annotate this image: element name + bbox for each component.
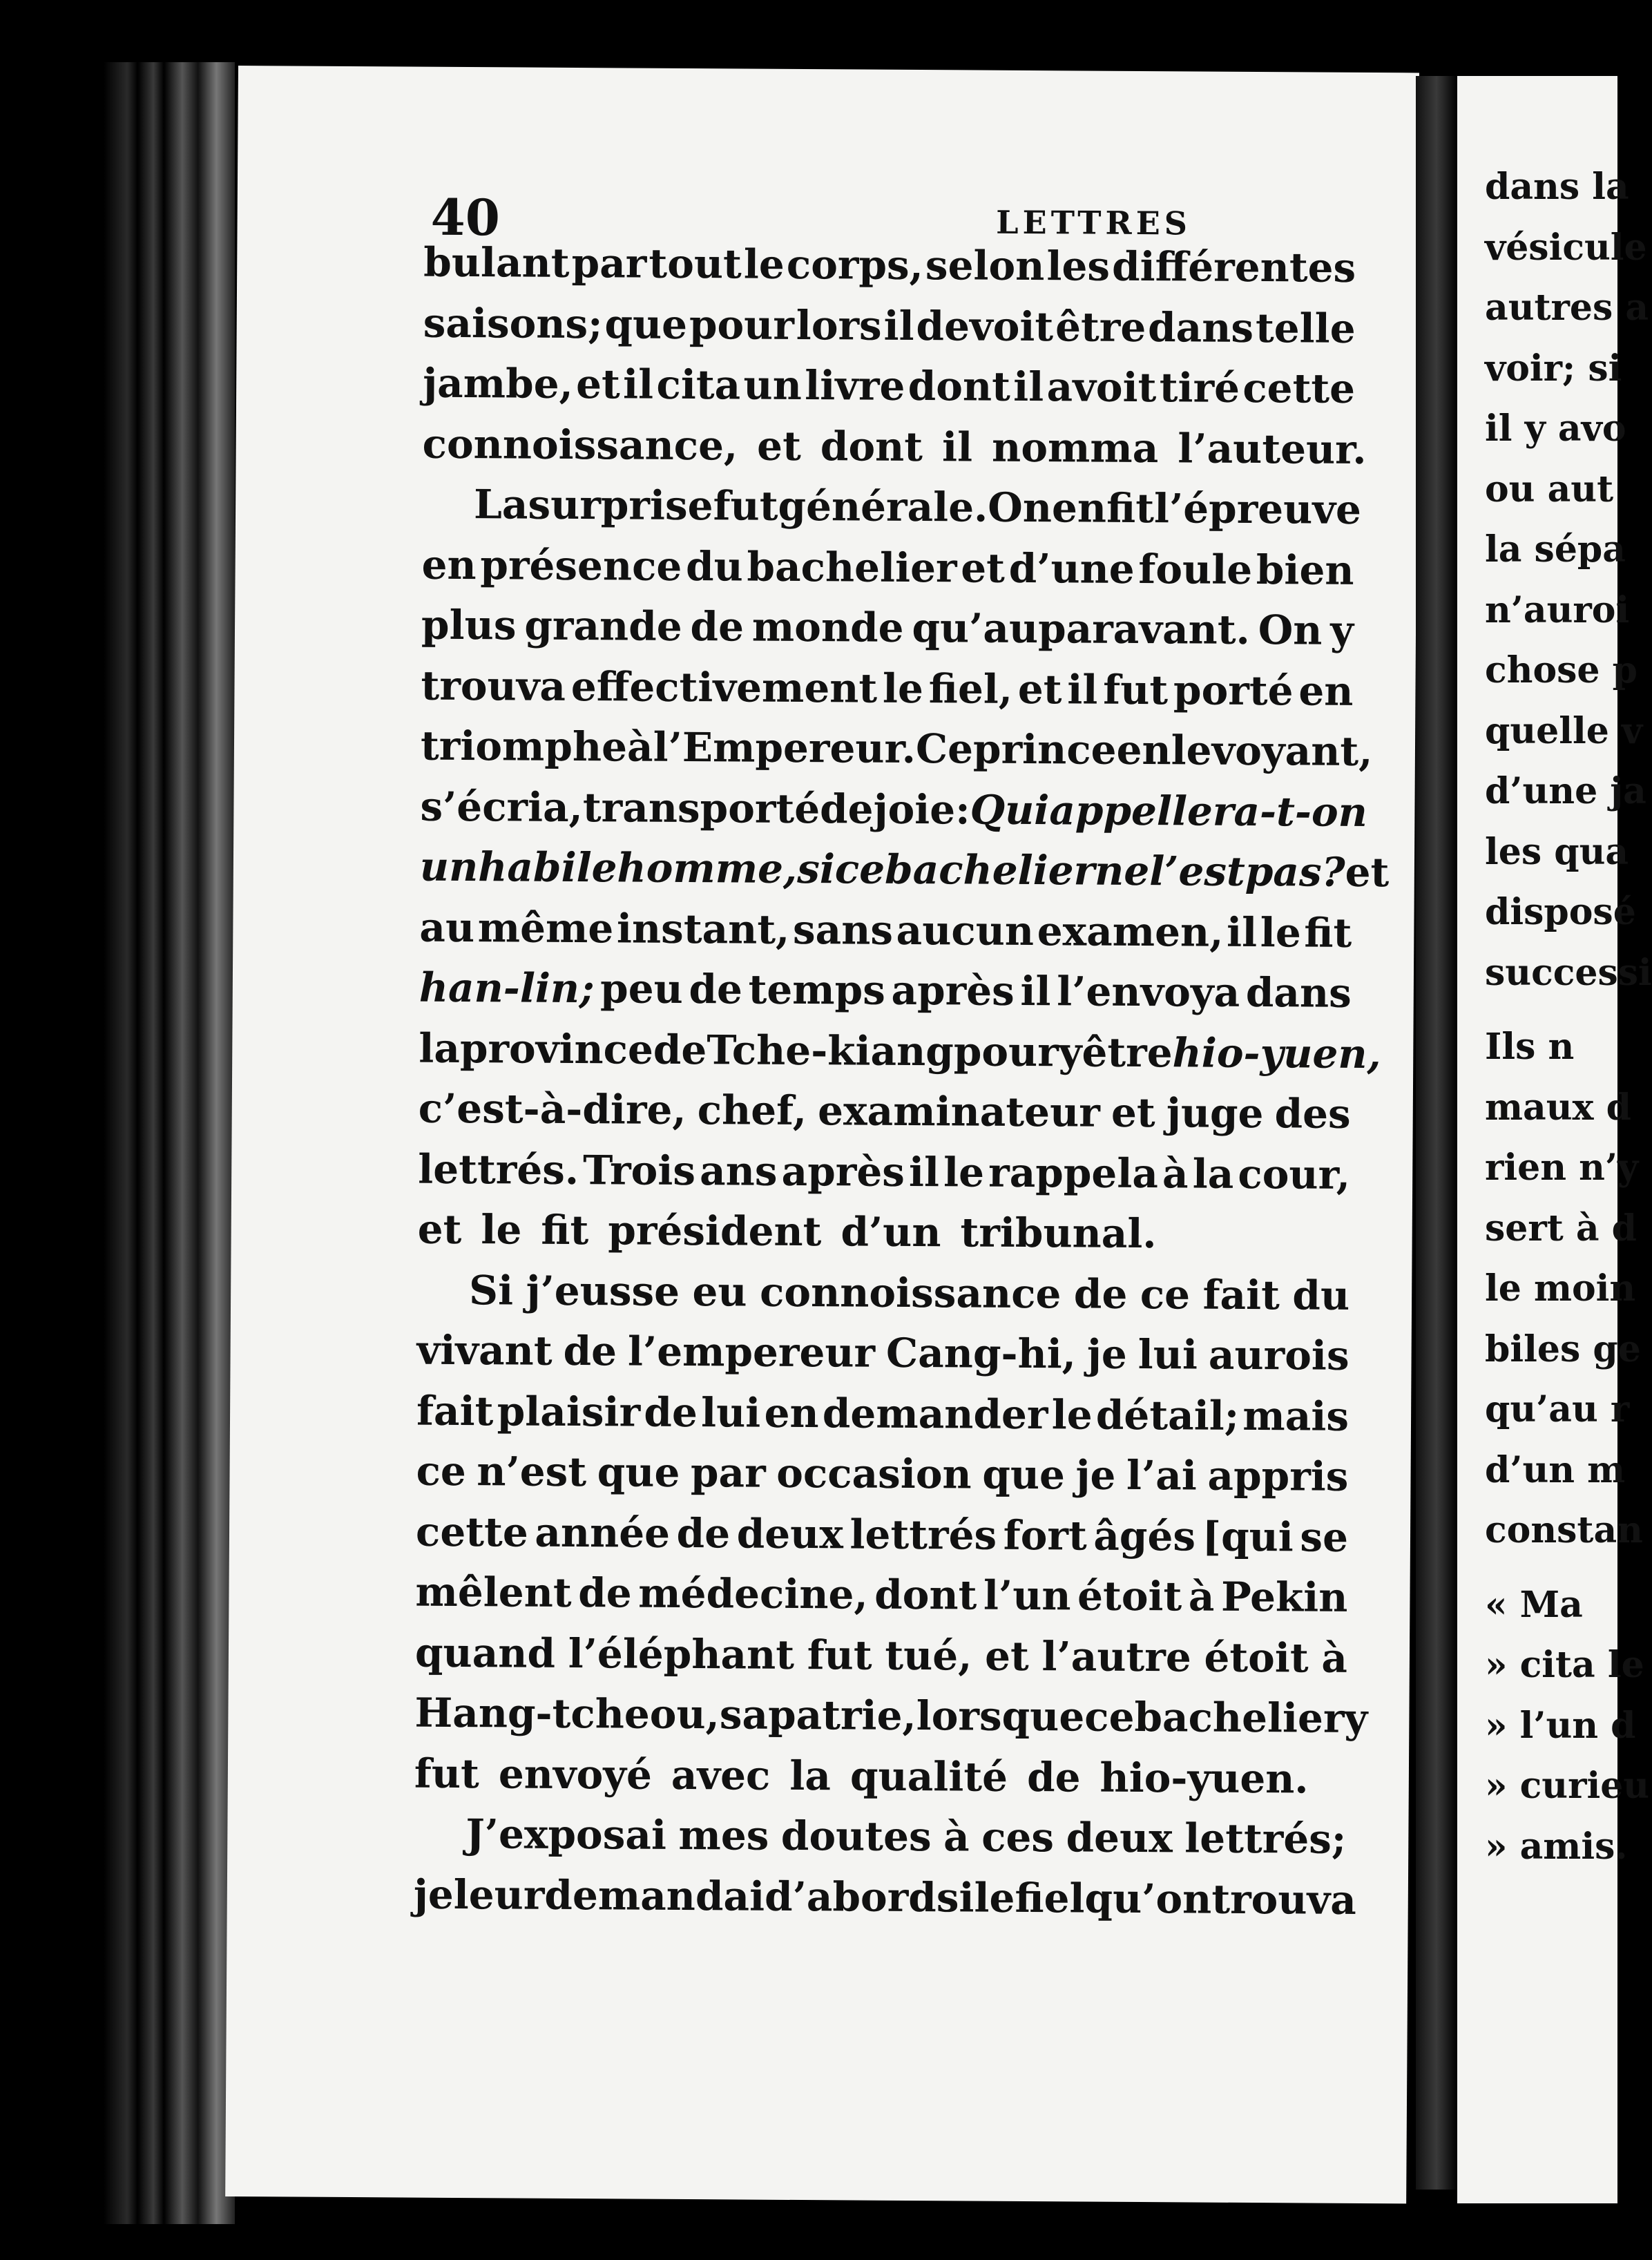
text-line: [423, 354, 1356, 420]
word: étoit: [1077, 1572, 1182, 1620]
facing-line: d’une ja: [1485, 770, 1646, 812]
word: et: [1345, 848, 1390, 897]
word: deux: [736, 1509, 844, 1558]
word: instant,: [616, 904, 790, 953]
word: médecine,: [638, 1569, 868, 1618]
word: y: [1058, 1028, 1082, 1075]
word: à: [1321, 1634, 1348, 1682]
facing-line: chose p: [1485, 649, 1637, 691]
word: après: [781, 1147, 905, 1196]
word: de: [1026, 1753, 1081, 1801]
word: et: [961, 544, 1006, 592]
word: le: [1051, 1390, 1093, 1439]
word: mais: [1242, 1392, 1350, 1440]
word: hio-yuen,: [1172, 1028, 1381, 1078]
facing-line: successi: [1485, 951, 1652, 994]
facing-line: le moin: [1485, 1267, 1636, 1310]
word: bachelier: [747, 543, 957, 591]
word: ce: [834, 845, 885, 893]
word: qu’on: [1084, 1875, 1212, 1923]
facing-line: vésicule: [1485, 226, 1647, 269]
word: Qui: [970, 785, 1050, 834]
word: après: [891, 966, 1015, 1015]
word: eu: [692, 1267, 747, 1316]
text-line: [421, 595, 1354, 662]
word: cette: [415, 1508, 528, 1556]
word: étoit: [1204, 1634, 1309, 1682]
word: chef,: [697, 1086, 807, 1135]
word: envoyé: [498, 1750, 653, 1799]
word: un: [743, 361, 803, 409]
word: fit: [1304, 908, 1352, 957]
word: deux: [1066, 1814, 1173, 1862]
word: fut: [1103, 666, 1169, 714]
word: appris: [1207, 1452, 1349, 1500]
word: de: [653, 1026, 707, 1073]
word: On: [1258, 606, 1323, 654]
word: au: [419, 903, 475, 951]
word: et: [575, 360, 621, 408]
word: bachelier: [884, 845, 1095, 894]
word: et: [1111, 1089, 1155, 1137]
word: juge: [1166, 1089, 1264, 1138]
facing-line: constan: [1485, 1509, 1643, 1551]
word: il: [908, 1148, 940, 1196]
facing-line: d’un m: [1485, 1448, 1626, 1491]
word: lui: [700, 1388, 761, 1437]
text-line: [420, 716, 1373, 783]
word: être: [1055, 303, 1146, 351]
word: leur: [453, 1870, 545, 1919]
word: l’éléphant: [568, 1629, 795, 1678]
word: l’épreuve: [1153, 485, 1362, 533]
word: de: [689, 966, 743, 1013]
word: cita: [656, 361, 741, 409]
facing-line: » curieu: [1485, 1765, 1650, 1807]
word: avoit: [1046, 363, 1157, 412]
word: la: [419, 1024, 461, 1072]
word: en: [1116, 726, 1171, 774]
facing-line: qu’au r: [1485, 1388, 1630, 1430]
word: les: [1046, 242, 1111, 290]
word: dont: [820, 422, 923, 470]
word: se: [1300, 1513, 1349, 1561]
word: ne: [1094, 847, 1150, 895]
text-line: [414, 1804, 1347, 1870]
word: monde: [751, 603, 904, 651]
facing-line: » l’un d: [1485, 1704, 1636, 1747]
word: bachelier: [1134, 1693, 1345, 1742]
word: ces: [981, 1813, 1055, 1861]
word: à: [1188, 1573, 1215, 1620]
word: l’est: [1149, 848, 1246, 895]
word: détail;: [1095, 1391, 1240, 1439]
facing-line: quelle v: [1485, 709, 1643, 752]
word: Trois: [582, 1146, 696, 1194]
word: joie:: [873, 785, 970, 833]
word: l’un: [983, 1571, 1071, 1620]
word: fit: [1106, 484, 1155, 533]
word: la: [789, 1752, 832, 1799]
facing-line: il y avo: [1485, 408, 1626, 450]
word: dans: [1147, 303, 1254, 352]
word: même: [477, 903, 614, 952]
word: fort: [1003, 1511, 1087, 1560]
word: d’une: [1008, 544, 1135, 593]
word: du: [1292, 1271, 1350, 1319]
page-edge: [1416, 76, 1457, 2190]
text-line: [419, 1018, 1381, 1084]
word: corps,: [786, 240, 924, 289]
word: président: [608, 1207, 822, 1256]
word: Tche-kiang: [707, 1026, 954, 1075]
word: j’eusse: [526, 1267, 680, 1315]
word: [qui: [1202, 1513, 1294, 1560]
word: sa: [719, 1691, 769, 1739]
word: le: [974, 1874, 1015, 1922]
word: selon: [925, 242, 1045, 290]
word: cette: [1242, 364, 1356, 412]
word: quand: [414, 1629, 556, 1677]
word: y: [1330, 606, 1354, 654]
word: l’autre: [1041, 1632, 1191, 1680]
word: un: [419, 843, 479, 891]
word: fiel,: [928, 664, 1013, 713]
word: triomphe: [420, 722, 628, 771]
word: âgés: [1093, 1512, 1196, 1560]
word: prince: [972, 725, 1117, 774]
word: La: [473, 481, 528, 528]
word: plaisir: [497, 1387, 641, 1436]
word: habile: [478, 843, 617, 892]
word: Pekin: [1220, 1573, 1348, 1621]
text-line: [416, 1502, 1349, 1568]
word: bulant: [423, 238, 570, 287]
word: plus: [421, 601, 517, 649]
word: doutes: [780, 1812, 932, 1861]
text-line: [419, 837, 1390, 903]
facing-line: Ils n: [1485, 1026, 1575, 1068]
word: générale.: [778, 482, 988, 531]
facing-line: sert à d: [1485, 1207, 1637, 1249]
facing-line: rien n’y: [1485, 1147, 1639, 1189]
word: nomma: [991, 423, 1159, 472]
word: je: [413, 1870, 454, 1918]
word: examinateur: [817, 1087, 1101, 1136]
word: cour,: [1238, 1150, 1351, 1198]
word: dont: [907, 362, 1011, 410]
word: pour: [953, 1027, 1059, 1075]
word: en: [1051, 484, 1107, 532]
word: ce: [416, 1447, 467, 1495]
word: bien: [1256, 546, 1354, 594]
word: aucun: [896, 906, 1035, 955]
word: pas?: [1245, 848, 1345, 896]
word: homme,: [617, 844, 798, 892]
facing-line: voir; si: [1485, 347, 1622, 390]
word: que: [597, 1448, 680, 1496]
word: je: [1086, 1330, 1128, 1378]
word: livre: [804, 362, 905, 410]
facing-line: autres a: [1485, 287, 1649, 329]
word: d’abord: [764, 1873, 937, 1921]
word: de: [819, 785, 874, 833]
text-line: [419, 1079, 1352, 1145]
text-line: [421, 535, 1354, 601]
word: J’exposai: [465, 1810, 667, 1859]
word: pour: [689, 300, 795, 349]
word: différentes: [1111, 242, 1356, 291]
facing-line: ou aut: [1485, 468, 1614, 510]
word: vivant: [416, 1326, 553, 1375]
word: et: [756, 422, 802, 470]
word: surprise: [528, 481, 713, 530]
word: c’est-à-dire,: [418, 1084, 686, 1133]
text-line: [419, 958, 1352, 1024]
text-line: [419, 897, 1352, 964]
word: grande: [524, 602, 682, 650]
word: des: [1274, 1090, 1351, 1138]
facing-line: la sépa: [1485, 528, 1626, 571]
word: tout: [649, 240, 742, 288]
text-line: [423, 233, 1356, 299]
text-line: [417, 1260, 1350, 1326]
text-line: [414, 1683, 1368, 1750]
running-head: LETTRES: [996, 203, 1192, 242]
text-line: [416, 1442, 1349, 1508]
word: Cang-hi,: [885, 1329, 1077, 1378]
word: telle: [1255, 304, 1356, 352]
word: à: [626, 723, 653, 771]
word: rappela: [988, 1149, 1159, 1197]
word: qualité: [849, 1752, 1008, 1801]
word: Hang-tcheou,: [414, 1689, 720, 1739]
word: lettrés.: [418, 1145, 579, 1194]
facing-line: disposé: [1485, 891, 1636, 933]
book-spine: [104, 62, 235, 2224]
word: appellera-t-on: [1049, 786, 1368, 836]
word: n’est: [477, 1448, 587, 1496]
word: province: [459, 1024, 654, 1073]
word: tiré: [1159, 364, 1240, 412]
text-line: [415, 1622, 1348, 1689]
facing-line: « Ma: [1485, 1583, 1583, 1626]
word: fut: [807, 1631, 872, 1679]
word: il: [941, 423, 973, 471]
facing-line: » cita le: [1485, 1644, 1644, 1686]
word: tribunal.: [960, 1209, 1157, 1258]
word: transporté: [582, 783, 820, 832]
word: si: [936, 1873, 974, 1922]
word: han-lin;: [419, 964, 595, 1013]
book-page: [225, 66, 1419, 2203]
word: saisons;: [423, 299, 603, 347]
text-line: [418, 1139, 1351, 1205]
word: dans: [1245, 968, 1352, 1017]
word: avec: [671, 1751, 771, 1799]
text-line: [422, 475, 1362, 541]
word: de: [644, 1388, 698, 1436]
word: mêlent: [415, 1568, 572, 1616]
word: fait: [1202, 1271, 1280, 1319]
word: aurois: [1208, 1331, 1350, 1379]
word: lorsque: [916, 1692, 1085, 1741]
word: dont: [874, 1571, 977, 1619]
word: de: [690, 603, 745, 651]
text-line: [423, 293, 1356, 359]
word: l’empereur: [627, 1328, 876, 1377]
word: y: [1344, 1694, 1368, 1743]
facing-line: dans la: [1485, 166, 1629, 208]
word: occasion: [776, 1449, 972, 1498]
word: tué,: [885, 1631, 972, 1680]
word: que: [982, 1450, 1066, 1499]
word: il: [1020, 967, 1051, 1015]
word: de: [563, 1327, 617, 1375]
word: fit: [541, 1206, 589, 1254]
word: lui: [1137, 1330, 1198, 1379]
word: Si: [468, 1266, 514, 1314]
word: le: [743, 240, 785, 288]
word: le: [943, 1148, 985, 1196]
word: Ce: [915, 725, 974, 773]
word: sans: [792, 906, 894, 954]
word: s’écria,: [420, 783, 584, 831]
text-line: [422, 414, 1367, 480]
word: à: [943, 1813, 970, 1861]
word: foule: [1138, 545, 1253, 593]
word: de: [676, 1509, 731, 1557]
facing-page: [1457, 76, 1652, 2203]
word: le: [481, 1206, 522, 1254]
word: il: [1067, 665, 1098, 714]
word: voyant,: [1211, 727, 1373, 776]
word: qu’auparavant.: [912, 604, 1251, 653]
page-number: 40: [430, 187, 501, 247]
text-line: [415, 1562, 1348, 1629]
word: lettrés;: [1184, 1814, 1347, 1863]
facing-line: n’auroi: [1485, 588, 1630, 631]
word: par: [571, 239, 647, 287]
word: l’ai: [1126, 1451, 1198, 1500]
word: demandai: [544, 1871, 765, 1920]
word: de: [1073, 1270, 1128, 1318]
word: peu: [599, 965, 683, 1013]
word: jambe,: [422, 359, 573, 408]
word: ce: [1140, 1270, 1191, 1318]
text-line: [413, 1864, 1357, 1931]
word: si: [797, 845, 836, 893]
word: l’Empereur.: [653, 723, 916, 773]
body-text: [413, 233, 1390, 1931]
facing-line: les qua: [1485, 830, 1629, 873]
word: l’auteur.: [1178, 424, 1367, 473]
word: fiel: [1015, 1874, 1085, 1922]
text-line: [417, 1200, 1350, 1266]
word: lors: [796, 301, 882, 349]
word: par: [690, 1449, 766, 1497]
text-line: [416, 1381, 1350, 1447]
word: le: [1260, 908, 1301, 956]
word: que: [604, 300, 688, 348]
word: et: [1017, 665, 1062, 713]
word: patrie,: [767, 1691, 916, 1740]
word: ans: [699, 1147, 778, 1195]
word: l’envoya: [1057, 968, 1240, 1016]
word: On: [988, 483, 1053, 532]
word: mes: [678, 1811, 769, 1859]
word: hio-yuen.: [1099, 1754, 1309, 1803]
word: il: [1226, 908, 1258, 956]
word: et: [984, 1632, 1030, 1680]
word: d’un: [841, 1208, 941, 1256]
word: trouva: [421, 662, 566, 710]
word: et: [417, 1205, 462, 1254]
word: examen,: [1037, 907, 1224, 956]
facing-line: » amis.: [1485, 1825, 1628, 1868]
word: en: [1298, 667, 1354, 715]
word: il: [1013, 363, 1044, 411]
word: effectivement: [570, 662, 878, 712]
word: il: [622, 361, 654, 408]
text-line: [420, 776, 1368, 843]
word: il: [883, 302, 914, 349]
word: en: [421, 541, 477, 588]
word: le: [1171, 727, 1212, 774]
word: connoissance: [759, 1268, 1062, 1317]
word: temps: [748, 966, 886, 1014]
word: lettrés: [849, 1510, 997, 1559]
word: être: [1082, 1028, 1173, 1076]
facing-line: maux d: [1485, 1086, 1631, 1129]
word: de: [578, 1569, 632, 1617]
word: en: [764, 1389, 819, 1437]
text-line: [414, 1743, 1347, 1810]
word: à: [1162, 1149, 1189, 1197]
word: demander: [822, 1389, 1048, 1438]
word: je: [1075, 1451, 1116, 1499]
word: année: [535, 1509, 671, 1557]
word: la: [1192, 1149, 1234, 1198]
text-line: [421, 655, 1354, 722]
word: trouva: [1211, 1875, 1357, 1924]
word: présence: [480, 541, 682, 590]
word: du: [685, 542, 744, 590]
text-line: [416, 1321, 1350, 1387]
word: fut: [414, 1750, 480, 1797]
word: porté: [1173, 666, 1294, 714]
word: ce: [1084, 1693, 1135, 1741]
facing-line: biles ge: [1485, 1328, 1641, 1370]
word: fait: [416, 1387, 494, 1435]
word: le: [882, 664, 924, 712]
word: devoit: [916, 302, 1054, 350]
word: fut: [713, 482, 778, 530]
word: connoissance,: [422, 420, 738, 469]
